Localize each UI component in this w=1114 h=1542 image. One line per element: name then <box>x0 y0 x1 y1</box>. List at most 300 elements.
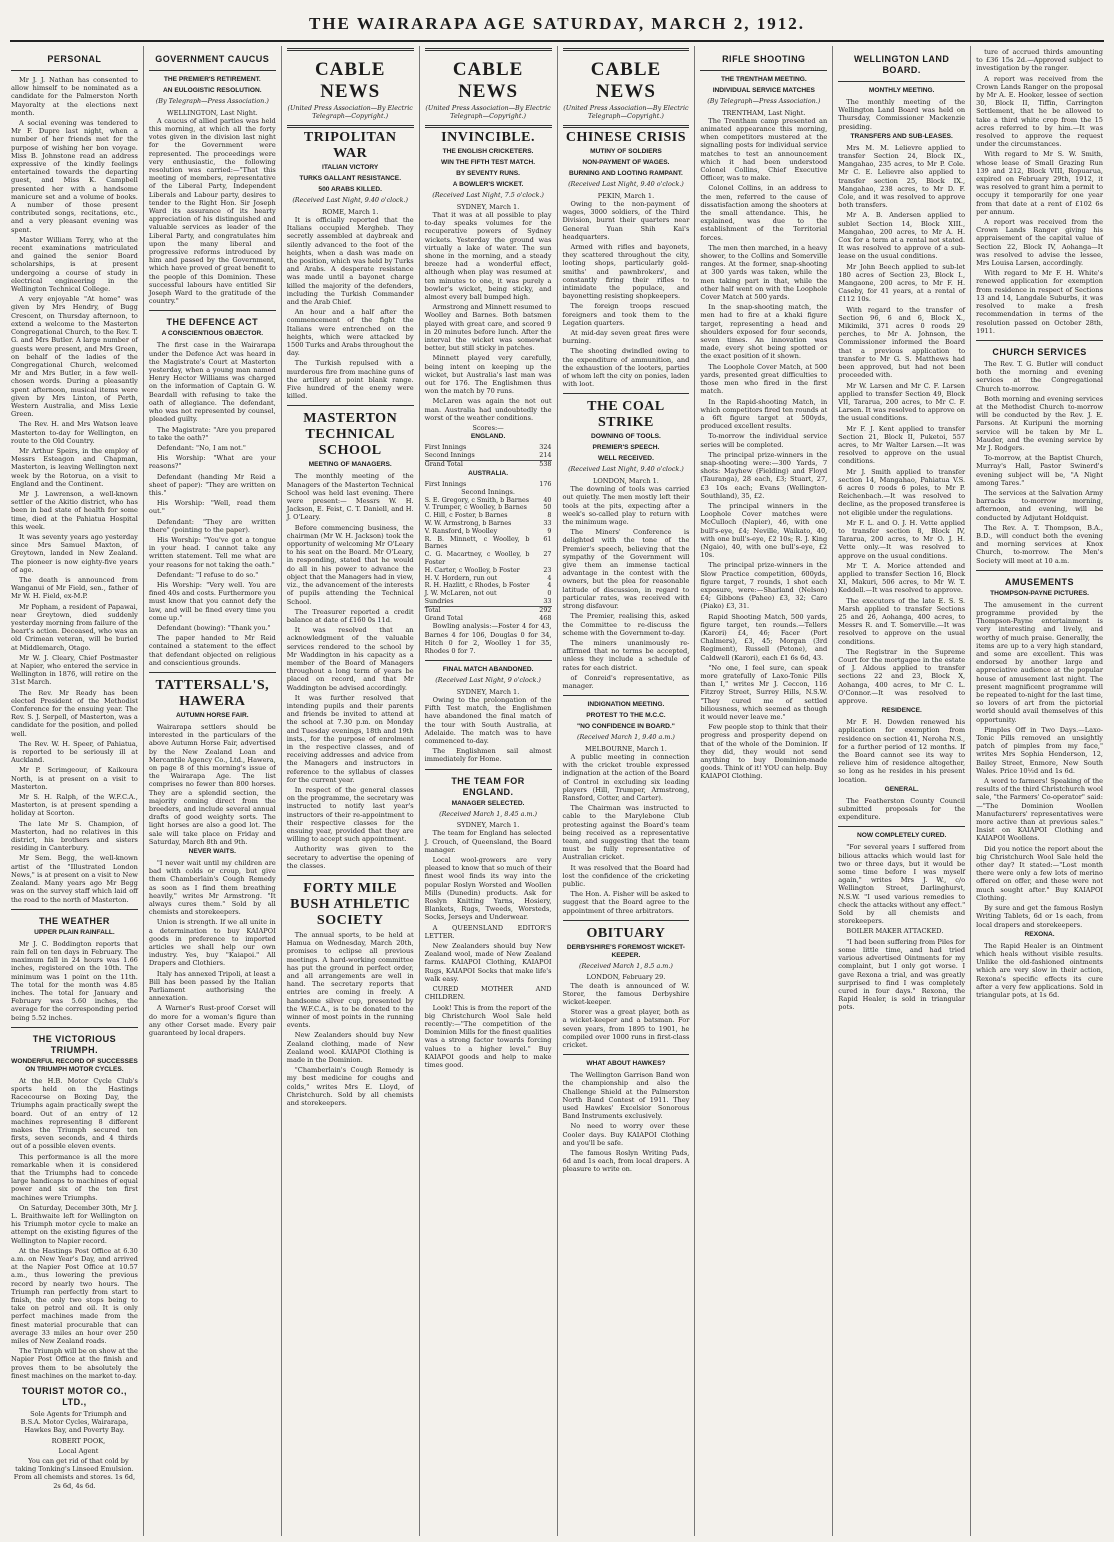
score-row <box>425 551 552 567</box>
coal-strike-received: (Received Last Night, 9.40 o'clock.) <box>568 465 684 474</box>
paragraph: The Triumph will be on show at the Napier Post Office at the finish and proves them to be absolutely the finest machines on the market to-day. <box>11 1347 138 1380</box>
column-7 <box>833 46 971 1536</box>
score-value: 0 <box>547 589 552 598</box>
paragraph: Colonel Collins, in an address to the men, referred to the cause of dissatisfaction among the shooters at the small attendance. This, he explained, was due to the establishment of the Territorial forces. <box>700 184 828 242</box>
indignation-body <box>563 753 690 915</box>
score-total-row <box>425 460 552 468</box>
paragraph: A Warner's Rust-proof Corset will do more for a woman's figure than any other Corset made. Every pair guaranteed by local drapers. <box>148 1004 276 1038</box>
score-label: First Innings <box>424 479 467 488</box>
paragraph: The famous Roslyn Writing Pads, 6d and 1s each, from local drapers. A pleasure to write on. <box>562 1149 690 1174</box>
score-label: H. Carter, c Woolley, b Foster <box>424 565 520 574</box>
score-value: 33 <box>543 597 552 606</box>
coal-strike-dateline: LONDON, March 1. <box>592 477 659 486</box>
triumph-heading: THE VICTORIOUS TRIUMPH. <box>32 1033 117 1055</box>
paragraph: The Rev. T. G. Butler will conduct both the morning and evening services at the Congregational Church to-morrow. <box>976 359 1103 393</box>
personal-body <box>11 76 138 904</box>
paragraph: The executors of the late E. S. S. Marsh applied to transfer Sections 25 and 26, Aohanga, 400 acres, to Messrs R. and T. Somerville.—It was resolved to approve on the usual conditions. <box>838 596 966 646</box>
paragraph: Defendant (bowing): "Thank you." <box>156 623 271 632</box>
paragraph: Mr F. H. Dowden renewed his application for exemption from residence on section 41, Neroha N.S., for a further period of 12 months. If the Board cannot see its way to relieve him of residence altogether, so long as he resides in his present location. <box>838 718 966 784</box>
paragraph: The shooting dwindled owing to the expenditure of ammunition, and the exhaustion of the looters, parties of whom left the city on ponies, laden with loot. <box>562 347 690 389</box>
cable-news-assoc: (United Press Association—By Electric Telegraph—Copyright.) <box>425 104 551 120</box>
cable-news-title: CABLE NEWS <box>314 59 386 102</box>
paragraph: It was further resolved that intending pupils and their parents and friends be invited to attend at the school at 7.30 p.m. on Monday and Tuesday evenings, 18th and 19th insts., for the purpose of enrolment in the respective classes, and of receiving addresses and advice from the Managers and instructors in reference to the syllabus of classes for the current year. <box>286 693 414 784</box>
paragraph: The annual sports, to be held at Hamua on Wednesday, March 20th, promises to eclipse all previous meetings. A hard-working committee has put the ground in perfect order, and all arrangements are well in hand. The secretary reports that entries are coming in freely. A handsome silver cup, presented by the W.F.C.A., is to be donated to the winner of most points in the running events. <box>286 931 414 1030</box>
paragraph: The first case in the Wairarapa under the Defence Act was heard in the Magistrate's Court at Masterton yesterday, when a young man named Henry Hector Williams was charged on the information of Captain G. W. Beardall with refusing to take the oath of allegiance. The defendant, who was not represented by counsel, pleaded guilty. <box>148 341 276 424</box>
paragraph: A caucus of allied parties was held this morning, at which all the forty votes given in the division last night for the Government were represented. The proceedings were very enthusiastic, the following resolution was carried:—"That this meeting of members, representative of the Liberal Party, Independent Liberals and Labour party, desires to tender to the Right Hon. Sir Joseph Ward its assurance of its hearty appreciation of his distinguished and valuable services as leader of the Liberal Party, and congratulates him upon the many liberal and progressive reforms introduced by him and passed by the Government, which have proved of great benefit to the people of this Dominion. These successful labours have entitled Sir Joseph Ward to the gratitude of the country." <box>148 116 276 306</box>
paragraph: Mr T. A. Morice attended and applied to transfer Section 16, Block XI, Makuri, 506 acres, to Mr W. T. Keddell.—It was resolved to approve. <box>838 561 966 595</box>
divider <box>838 826 965 827</box>
church-services-body <box>976 360 1103 565</box>
paragraph: Mr J. C. Boddington reports that rain fell on ten days in February. The maximum fall in 24 hours was 1.66 inches, registered on the 10th. The minimum was 1 point on the 11th. The total for the month was 4.85 inches. The total for January and February was 5.60 inches, the average for the corresponding period being 5.52 inches. <box>11 939 138 1022</box>
paragraph: BOILER MAKER ATTACKED. <box>846 927 944 936</box>
rifle-shooting-body <box>700 117 827 781</box>
paragraph: ROBERT POOK, <box>51 1436 106 1445</box>
paragraph: With regard to Mr F. H. White's renewed application for exemption from residence in respect of Sections 13 and 14, Langdale Suburbs, it was resolved to make a fresh recommendation in terms of the resolution passed on October 28th, 1911. <box>976 269 1103 335</box>
australia-first-innings <box>425 481 552 489</box>
score-label: C. G. Macartney, c Woolley, b Foster <box>424 550 530 567</box>
rexona-heading: REXONA. <box>1024 930 1055 938</box>
paragraph: The late Mr S. Champion, of Masterton, had no relatives in this district, his brothers and sisters residing in Canterbury. <box>11 819 138 853</box>
paragraph: The downing of tools was carried out quietly. The men mostly left their tools at the pits, expecting after a week's so-called play to return with the minimum wage. <box>562 485 690 527</box>
cable-news-title: CABLE NEWS <box>590 59 662 102</box>
paragraph: With regard to Mr S. W. Smith, whose lease of Small Grazing Run 139 and 212, Block VIII, Ropuarua, expired on February 29th, 1912, it was resolved to grant him a permit to occupy it temporarily for one year from that date at a rent of £102 6s per annum. <box>976 150 1103 216</box>
paragraph: The Englishmen sail almost immediately for Home. <box>424 747 552 764</box>
score-value: 40 <box>543 495 552 504</box>
paragraph: Storer was a great player, both as a wicket-keeper and a batsman. For seven years, from 1895 to 1901, he compiled over 1000 runs in first-class cricket. <box>562 1008 690 1049</box>
defence-heading: THE DEFENCE ACT <box>166 317 259 328</box>
hawkes-body <box>563 1071 690 1173</box>
england-score-table <box>425 444 552 468</box>
bowling-analysis: Bowling analysis:—Foster 4 for 43, Barnes 4 for 106, Douglas 0 for 34, Hitch 0 for 2, Woolley 1 for 35, Rhodes 0 for 7. <box>424 622 552 656</box>
tripolitan-dateline: ROME, March 1. <box>322 207 379 216</box>
land-board-subheading: MONTHLY MEETING. <box>868 87 935 94</box>
tattersalls-body <box>149 723 276 846</box>
paragraph: Local Agent <box>58 1446 99 1455</box>
obituary-received: (Received March 1, 8.5 a.m.) <box>578 961 673 970</box>
paragraph: CURED MOTHER AND CHILDREN. <box>424 985 552 1002</box>
hawkes-heading: WHAT ABOUT HAWKES? <box>586 1060 666 1068</box>
paragraph: Mr A. B. Andersen applied to sublet Section 14, Block XIII., Mangahao, 200 acres, to Mr A. H. Cox for a term at a rental not stated. It was resolved to approve of a sub-lease on the usual conditions. <box>838 211 966 261</box>
tripolitan-body <box>287 216 414 400</box>
paragraph: The Rev. W. H. Speer, of Pahiatua, is reported to be seriously ill at Auckland. <box>11 739 138 765</box>
divider <box>287 875 414 876</box>
paragraph: Defendant: "They are written there" (pointing to the paper). <box>148 517 276 534</box>
paragraph: Pimples Off in Two Days.—Laxo-Tonic Pills removed an unsightly patch of pimples from my face," writes Mrs Sophia Henderson, 12, Bailey Street, Enmore, New South Wales. Price 10½d and 1s 6d. <box>976 725 1103 775</box>
paragraph: This performance is all the more remarkable when it is considered that the Triumphs had to concede large handicaps to machines of equal power and six of the ten first machines were Triumphs. <box>11 1152 138 1202</box>
paragraph: Did you notice the report about the big Christchurch Wool Sale held the other day? It stated:—"Lost month there were only a few lots of merino offered on offer, and these were not much sought after." Buy KAIAPOI Clothing. <box>976 844 1103 902</box>
team-england-heading: THE TEAM FOR ENGLAND. <box>451 775 525 797</box>
never-waits-heading: NEVER WAITS. <box>188 848 236 856</box>
paragraph: The services at the Salvation Army barracks to-morrow morning, afternoon, and evening, will be conducted by Adjutant Holdquist. <box>976 488 1103 522</box>
divider <box>11 909 138 910</box>
paragraph: In respect of the general classes on the programme, the secretary was instructed to notify last year's instructors of their re-appointment to their respective classes for the ensuing year, provided that they are willing to accept such appointment. <box>286 785 414 844</box>
australia-score-table <box>425 497 552 615</box>
score-label: C. Hill, c Foster, b Barnes <box>424 511 508 520</box>
score-label: W. W. Armstrong, b Barnes <box>424 519 512 528</box>
column-8 <box>971 46 1108 1536</box>
cable-news-assoc: (United Press Association—By Electric Telegraph—Copyright.) <box>287 104 413 120</box>
divider <box>976 340 1103 341</box>
paragraph: An hour and a half after the commencement of the fight the Italians were entrenched on the heights, which were attacked by 1500 Turks and Arabs throughout the day. <box>286 308 414 358</box>
invincible-sub-2: WIN THE FIFTH TEST MATCH. <box>441 159 536 167</box>
paragraph: The monthly meeting of the Wellington Land Board was held on Thursday, Commissioner Mackenzie presiding. <box>838 98 966 131</box>
score-value: 9 <box>547 526 552 535</box>
paragraph: ture of accrued thirds amounting to £36 15s 2d.—Approved subject to investigation by the ranger. <box>976 48 1103 73</box>
team-england-subheading: MANAGER SELECTED. <box>451 799 525 807</box>
church-services-heading: CHURCH SERVICES <box>992 346 1087 357</box>
rifle-shooting-telegraph: (By Telegraph—Press Association.) <box>707 97 821 105</box>
indignation-received: (Received March 1, 9.40 a.m.) <box>576 733 675 742</box>
australia-grand-total <box>425 615 552 623</box>
cable-news-title: CABLE NEWS <box>452 59 524 102</box>
score-value: 292 <box>530 606 552 614</box>
technical-school-subheading: MEETING OF MANAGERS. <box>308 461 392 469</box>
score-value: 61 <box>543 534 552 543</box>
score-row <box>425 536 552 552</box>
score-row <box>425 615 552 623</box>
score-value: 8 <box>547 511 552 520</box>
divider <box>425 660 552 661</box>
invincible-body <box>425 211 552 422</box>
paragraph: The team for England has selected J. Crouch, of Queensland, the Board manager. <box>424 829 552 854</box>
chinese-crisis-dateline: PEKIN, March 1. <box>597 191 655 200</box>
score-label: Second Innings <box>424 451 475 460</box>
rifle-shooting-heading: RIFLE SHOOTING <box>722 54 806 64</box>
paragraph: The death is announced of W. Storer, the famous Derbyshire wicket-keeper. <box>562 981 690 1006</box>
divider <box>149 672 276 673</box>
weather-body <box>11 940 138 1022</box>
paragraph: Italy has annexed Tripoli, at least a Bill has been passed by the Italian Parliament authorising the annexation. <box>148 969 276 1003</box>
divider <box>287 405 414 406</box>
land-board-intro <box>838 98 965 131</box>
coal-strike-body <box>563 485 690 690</box>
masthead: THE WAIRARAPA AGE SATURDAY, MARCH 2, 1912. <box>10 6 1104 42</box>
paragraph: The Wellington Garrison Band won the championship and also the Challenge Shield at the Palmerston North Band Contest of 1911. They used Hawkes' Excelsior Sonorous Band Instruments exclusively. <box>562 1071 690 1121</box>
paragraph: The Rapid Healer is an Ointment which heals without visible results. Unlike the old-fashioned ointments which are very slow in their action, Rexona's specific effects its cure after a very few applications. Sold in triangular pots, at 1s 6d. <box>976 941 1103 999</box>
score-value: 4 <box>547 581 552 590</box>
team-england-body <box>425 829 552 1069</box>
cured-heading: NOW COMPLETELY CURED. <box>856 832 947 840</box>
paragraph: No need to worry over these Cooler days. Buy KAIAPOI Clothing and you'll be safe. <box>562 1122 690 1147</box>
indignation-dateline: MELBOURNE, March 1. <box>585 744 667 753</box>
paragraph: The Miners' Conference is delighted with the tone of the Premier's speech, believing that the sympathy of the Government will give them an immense tactical advantage in the contest with the owners, but the plea for reasonable latitude of discussion, in regard to particular rates, was received with strong disfavour. <box>562 528 690 611</box>
triumph-subheading: WONDERFUL RECORD OF SUCCESSES ON TRIUMPH MOTOR CYCLES. <box>11 1057 138 1073</box>
general-heading: GENERAL. <box>884 785 919 793</box>
amusements-subheading: THOMPSON-PAYNE PICTURES. <box>990 589 1090 597</box>
score-value: 538 <box>530 460 552 468</box>
divider <box>700 70 827 71</box>
paragraph: Master William Terry, who at the recent examinations matriculated and gained the senior Board scholarships, is at present undergoing a course of study in electrical engineering in the Wellington Technical College. <box>11 235 138 294</box>
paragraph: The Rev. H. and Mrs Watson leave Masterton to-day for Wellington, en route to the Old Country. <box>11 420 138 445</box>
chinese-crisis-sub-1: MUTINY OF SOLDIERS <box>590 148 662 156</box>
paragraph: Before commencing business, the chairman (Mr W. H. Jackson) took the opportunity of welcoming Mr O'Leary to his seat on the Board. Mr O'Leary, in responding, stated that he would do all in his power to advance the object that the Managers had in view, viz., the advancement of the interests of pupils attending the Technical School. <box>286 523 414 606</box>
caucus-subheading: THE PREMIER'S RETIREMENT. <box>163 76 261 83</box>
divider <box>563 1054 690 1055</box>
paragraph: The principal prize-winners in the Slow Practice competition, 600yds, figure target, 7 rounds, 1 shot each exposure, were:—Sharland (Nelson) £4; Gibbons (Paheo) £3, 32; Caro (Piako) £3, 31. <box>700 561 828 611</box>
paragraph: Look! This is from the report of the big Christchurch Wool Sale held recently:—"The competition of the Dominion Mills for the finest qualities was a strong factor towards forcing values to a higher level." Buy KAIAPOI goods and help to make times good. <box>424 1003 552 1069</box>
paragraph: Mr W. Larsen and Mr C. F. Larsen applied to transfer Section 49, Block VII, Tararua, 200 acres, to Mr C. F. Larsen. It was resolved to approve on the usual conditions. <box>838 381 966 423</box>
score-value: 468 <box>539 613 552 622</box>
divider <box>838 81 965 82</box>
paragraph: The amusement in the current programme provided by the Thompson-Payne entertainment is very interesting and lively, and worthy of much praise. Generally, the items are up to a very high standard, and some are excellent. This was endorsed by another large and appreciative audience at the popular house of amusement last night. The present magnificent programme will be repeated to-night for the last time, so lovers of art from the pictorial world should avail themselves of this opportunity. <box>976 600 1103 724</box>
divider <box>11 70 138 71</box>
paragraph: Mr P. Scrimgeour, of Kaikoura North, is at present on a visit to Masterton. <box>11 766 138 791</box>
personal-heading: PERSONAL <box>47 54 102 64</box>
scores-label: Scores:— <box>472 424 504 433</box>
paragraph: of Conreid's representative, as manager. <box>562 673 690 690</box>
final-match-body <box>425 696 552 764</box>
rexona-body <box>976 942 1103 999</box>
paragraph: The miners unanimously re-affirmed that no terms be accepted, unless they include a schedule of rates for each district. <box>562 638 690 672</box>
technical-school-body <box>287 472 414 870</box>
divider <box>563 695 690 696</box>
score-label: Sundries <box>424 597 454 606</box>
paragraph: New Zealanders should buy New Zealand clothing, made of New Zealand wool. KAIAPOI Clothing is made in the Dominion. <box>286 1031 414 1065</box>
land-board-continued <box>976 48 1103 335</box>
technical-school-heading: MASTERTON TECHNICAL SCHOOL <box>303 411 398 459</box>
invincible-dateline: SYDNEY, March 1. <box>456 202 520 211</box>
paragraph: It is officially reported that the Italians occupied Mergheb. They secretly assembled at daybreak and silently advanced to the foot of the heights, when a dash was made on the position, which was held by Turks and Arabs. A desperate resistance was made until a bayonet charge killed the majority of the defenders, including the Turkish Commander and the Arab Chief. <box>286 215 414 307</box>
indignation-sub-2: "NO CONFIDENCE IN BOARD." <box>577 723 675 731</box>
paragraph: Union is strength. If we all unite in a determination to buy KAIAPOI goods in preference to imported articles we shall help our own industry. Yes, buy "Kaiapoi." All Drapers and Clothiers. <box>148 918 276 968</box>
paragraph: Mrs M. M. Lelievre applied to transfer Section 24, Block IX., Mangahao, 235 acres, to Mr P. Cole. Mr C. E. Lelievre also applied to transfer section 25, Block IX., Mangahao, 238 acres, to Mr D. F. Cole, and it was resolved to approve both transfers. <box>838 143 966 210</box>
paragraph: It was seventy years ago yesterday since Mrs Samuel Maxton, of Greytown, landed in New Zealand. The pioneer is now eighty-five years of age. <box>11 532 138 574</box>
paragraph: In the Rapid-shooting Match, in which competitors fired ten rounds at a 6ft figure target at 500yds, produced excellent results. <box>700 397 828 431</box>
score-value: 214 <box>539 451 552 460</box>
tripolitan-sub-2: TURKS GALLANT RESISTANCE. <box>299 175 402 183</box>
amusements-heading: AMUSEMENTS <box>1005 576 1075 587</box>
column-2 <box>144 46 282 1536</box>
chinese-crisis-received: (Received Last Night, 9.40 o'clock.) <box>568 180 684 189</box>
divider <box>563 393 690 394</box>
australia-second-innings-title: Second Innings. <box>461 488 515 497</box>
coal-strike-heading: THE COAL STRIKE <box>587 399 665 431</box>
tourist-motor-ad-body <box>11 1410 138 1490</box>
obituary-heading: OBITUARY <box>586 925 666 941</box>
paragraph: Defendant: "No, I am not." <box>156 443 246 452</box>
caucus-dateline: WELLINGTON, Last Night. <box>166 108 258 117</box>
score-label: First Innings <box>424 443 467 452</box>
paragraph: "For several years I suffered from bilious attacks which would last for two or three days, but it would be some time before I was myself again," writes Mrs J. W., c/o Wellington Street, Darlinghurst, N.S.W. "I used various remedies to check the attacks without any effect." Sold by all chemists and storekeepers. <box>838 843 966 926</box>
invincible-heading: INVINCIBLE. <box>441 130 535 146</box>
england-score-title: ENGLAND. <box>470 433 506 441</box>
tattersalls-heading: TATTERSALL'S, HAWERA <box>155 677 270 709</box>
score-label: H. V. Hordern, run out <box>424 573 498 582</box>
paragraph: McLaren was again the not out man. Australia had undoubtedly the worst of the weather conditions. <box>424 397 552 422</box>
obituary-subheading: DERBYSHIRE'S FOREMOST WICKET-KEEPER. <box>566 943 685 959</box>
paragraph: You can get rid of that cold by taking Tonking's Linseed Emulsion. From all chemists and stores. 1s 6d, 2s 6d, 4s 6d. <box>13 1457 136 1490</box>
caucus-telegraph: (By Telegraph—Press Association.) <box>155 97 269 105</box>
paragraph: A word to farmers! Speaking of the results of the third Christchurch wool sale, "the Farmers' Co-operator" said:—"The Dominion Woollen Manufacturers' representatives were more active than at previous sales." Insist on KAIAPOI Clothing and KAIAPOI Woollens. <box>976 777 1103 843</box>
indignation-sub-1: PROTEST TO THE M.C.C. <box>586 712 666 720</box>
final-match-heading: FINAL MATCH ABANDONED. <box>442 666 534 674</box>
invincible-sub-1: THE ENGLISH CRICKETERS. <box>442 148 534 156</box>
paragraph: The Magistrate: "Are you prepared to take the oath?" <box>148 425 276 442</box>
paragraph: Mr Popham, a resident of Papawai, near Greytown, died suddenly yesterday morning from failure of the heart's action. Deceased, who was an old Crimean veteran, will be buried at Middlemarch, Otago. <box>11 602 138 652</box>
score-value: 23 <box>543 565 552 574</box>
paragraph: The paper handed to Mr Reid contained a statement to the effect that defendant objected on religious and conscientious grounds. <box>148 634 276 667</box>
paragraph: The Registrar in the Supreme Court for the mortgagee in the estate of J. Aldous applied to transfer sections 22 and 23, Block X, Aohanga, 400 acres, to Mr C. L. O'Connor.—It was resolved to approve. <box>838 647 966 706</box>
paragraph: In the snap-shooting match, the men had to fire at a khaki figure target, representing a head and shoulders exposed for four seconds, seven times. An innovation was made, every shot being spotted or the exact position of it shown. <box>700 303 828 361</box>
paragraph: The Treasurer reported a credit balance at date of £160 0s 11d. <box>286 607 414 624</box>
chinese-crisis-heading: CHINESE CRISIS <box>565 130 687 146</box>
cable-news-banner <box>425 48 552 128</box>
paragraph: Minnett played very carefully, being intent on keeping up the wicket, but Australia's last man was out for 176. The Englishmen thus won the match by 70 runs. <box>424 354 552 396</box>
paragraph: "I had been suffering from Piles for some little time, and had tried various advertised Ointments for my complaint, but I only got worse. I gave Rexona a trial, and was greatly surprised to find I was completely cured in four days." Rexona, the Rapid Healer, is sold in triangular pots. <box>838 937 966 1012</box>
athletic-society-heading: FORTY MILE BUSH ATHLETIC SOCIETY <box>290 881 411 928</box>
score-value: 27 <box>543 550 552 559</box>
paragraph: Mr F. L. and O. J. H. Vette applied to transfer section 8, Block IV, Tararua, 200 acres, to Mr O. J. H. Vette only.—It was resolved to approve on the usual conditions. <box>838 518 966 560</box>
paragraph: A social evening was tendered to Mr F. Dupre last night, when a number of her friends met for the purpose of wishing her bon voyage. Miss B. Johnstone read an address expressive of the kindly feelings entertained towards the departing guest, and Miss K. Campbell presented her with a handsome manicure set and a volume of books. A number of those present contributed songs, recitations, etc., and a very pleasant evening was spent. <box>11 119 138 234</box>
paragraph: The death is announced from Wanganui of Mr Field, sen., father of Mr W. H. Field, ex-M.P. <box>11 575 138 601</box>
cable-news-banner <box>563 48 690 128</box>
paragraph: The Chairman was instructed to cable to the Marylebone Club protesting against the Board's team being received as a representative team, and suggesting that the team must be fully representative of Australian cricket. <box>562 804 690 862</box>
tripolitan-heading: TRIPOLITAN WAR <box>303 130 397 162</box>
score-row <box>425 481 552 489</box>
paragraph: It was resolved that the Board had lost the confidence of the cricketing public. <box>562 863 690 888</box>
paragraph: His Worship: "Well, read them out." <box>148 499 276 516</box>
paragraph: "Chamberlain's Cough Remedy is my best medicine for coughs and colds," writes Mrs E. Lloyd, of Christchurch. Sold by all chemists and storekeepers. <box>286 1066 414 1108</box>
cured-body <box>838 843 965 1011</box>
land-board-heading: WELLINGTON LAND BOARD. <box>854 54 950 75</box>
rifle-shooting-dateline: TRENTHAM, Last Night. <box>722 108 806 117</box>
paragraph: Sole Agents for Triumph and B.S.A. Motor Cycles, Wairarapa, Hawkes Bay, and Poverty Bay. <box>20 1410 129 1435</box>
column-5 <box>558 46 696 1536</box>
caucus-heading: GOVERNMENT CAUCUS <box>155 54 270 64</box>
paragraph: Mr John Beech applied to sub-let 180 acres of Section 23, Block I., Mangaone, 200 acres, to Mr F. H. Caseby, for 41 years, at a rental of £112 10s. <box>838 262 966 304</box>
column-1 <box>6 46 144 1536</box>
tripolitan-received: (Received Last Night, 9.40 o'clock.) <box>292 196 409 205</box>
cable-news-banner <box>287 48 414 128</box>
transfers-body <box>838 144 965 705</box>
paragraph: The Premier, realising this, asked the Committee to re-discuss the scheme with the Government to-day. <box>562 612 690 637</box>
tattersalls-subheading: AUTUMN HORSE FAIR. <box>176 711 249 719</box>
divider <box>976 570 1103 571</box>
paragraph: It was resolved that an acknowledgment of the valuable services rendered to the school by Mr Waddington in his capacity as a member of the Board of Managers throughout a long term of years be placed on record, and that Mr Waddington be advised accordingly. <box>286 626 414 692</box>
score-row <box>425 598 552 606</box>
paragraph: His Worship: "What are your reasons?" <box>148 454 276 471</box>
score-label: Total <box>425 606 530 614</box>
score-label: S. E. Gregory, c Smith, b Barnes <box>424 495 530 504</box>
paragraph: Mr Sem. Begg, the well-known artist of the "Illustrated London News," is at present on a visit to New Zealand. Many years ago Mr Begg was on the survey staff which laid off the road to the north of Masterton. <box>11 854 138 904</box>
paragraph: At the H.B. Motor Cycle Club's sports held on the Hastings Racecourse on Boxing Day, the Triumphs again practically swept the board. Out of an entry of 12 machines representing 8 different makes the Triumph secured ten firsts, seven seconds, and 4 thirds out of a possible eleven events. <box>11 1076 138 1151</box>
column-6 <box>695 46 833 1536</box>
paragraph: The principal winners in the Loophole Cover matches were McCulloch (Napier), 46, with one bull's-eye, £4; Neville, Waikato, 40, with one bull's-eye, £2 10s; R. J. King (Ngaio), 40, with one bull's-eye, £2 10s. <box>700 501 828 560</box>
never-waits-body <box>149 859 276 1037</box>
triumph-body <box>11 1077 138 1380</box>
paragraph: The Hon. A. Fisher will be asked to suggest that the Board agree to the appointment of three arbitrators. <box>562 890 690 915</box>
score-value: 4 <box>547 573 552 582</box>
paragraph: His Worship: "You've got a tongue in your head. I cannot take any written statement. Tell me what are your reasons for not taking the oath." <box>148 535 276 569</box>
paragraph: Mr Arthur Speirs, in the employ of Messrs Esteagon and Chapman, Masterton, is leaving Wellington next week by the Rotorua, on a visit to England and the Continent. <box>11 446 138 488</box>
paragraph: Mr F. J. Kent applied to transfer Section 21, Block II, Puketoi, 557 acres, to Mr Walter Larsen.—It was resolved to approve on the usual conditions. <box>838 424 966 466</box>
chinese-crisis-body <box>563 200 690 388</box>
score-label: R. H. Hazlitt, c Rhodes, b Foster <box>424 581 530 590</box>
divider <box>149 70 276 71</box>
paragraph: Mr J. Lawrenson, a well-known settler of the Akitio district, who has been in bad state of health for some time, died at the Pahiatua Hospital this week. <box>11 489 138 531</box>
coal-strike-sub-3: WELL RECEIVED. <box>597 455 654 463</box>
defence-subheading: A CONSCIENTIOUS OBJECTOR. <box>161 330 264 338</box>
general-body <box>838 797 965 822</box>
weather-subheading: UPPER PLAIN RAINFALL. <box>34 928 115 936</box>
paragraph: Rapid Shooting Match, 500 yards, figure target, ten rounds.—Tellers (Karori) £4, 46; Facer (Port Chalmers), £3, 45; Morgan (3rd Regiment), Russell (Petone), and Caldwell (Karori), each £1 6s 6d, 43. <box>700 612 828 662</box>
chinese-crisis-sub-2: NON-PAYMENT OF WAGES. <box>582 159 670 167</box>
paragraph: On Saturday, December 30th, Mr J. L. Braithwaite left for Wellington on his Triumph motor cycle to make an attempt on the existing figures of the Wellington to Napier record. <box>11 1203 138 1245</box>
paragraph: Mr S. H. Ralph, of the W.F.C.A., Masterton, is at present spending a holiday at Scorton. <box>11 793 138 818</box>
obituary-dateline: LONDON, February 29. <box>586 973 666 982</box>
paragraph: Local wool-growers are very pleased to know that so much of their finest wool finds its way into the popular Roslyn Worsted and Woollen Mills (Dunedin) products. Ask for Roslyn Knitting Yarns, Hosiery, Blankets, Rugs, Tweeds, Worsteds, Socks, Jerseys and Underwear. <box>424 856 552 922</box>
score-value: 176 <box>539 479 552 488</box>
score-value: 324 <box>539 443 552 452</box>
paragraph: The monthly meeting of the Managers of the Masterton Technical School was held last evening. There were present:— Messrs W. H. Jackson, E. Feist, C. T. Daniell, and H. J. O'Leary. <box>286 472 414 522</box>
rifle-shooting-sub-1: THE TRENTHAM MEETING. <box>720 76 807 83</box>
paragraph: Authority was given to the secretary to advertise the opening of the classes. <box>286 845 414 870</box>
final-match-received: (Received Last Night, 9 o'clock.) <box>435 676 541 685</box>
paragraph: The principal prize-winners in the snap-shooting were:—300 Yards, 7 shots: Mayhew (Fielding) and Floyd (Tauranga), 28 each, £3; Stuart, 27, £3 10s each; Evans (Wellington-Southland), 35, £2. <box>700 450 828 500</box>
rifle-shooting-sub-2: INDIVIDUAL SERVICE MATCHES <box>712 87 815 94</box>
paragraph: A very enjoyable "At home" was given by Mrs Hendry, of Bugg Crescent, on Thursday afternoon, to extend a welcome to the Masterton Congregational Church, to the Rev. T. G. and Mrs Butler. A large number of guests were present, and Mrs Green, on behalf of the ladies of the Congregational Church, welcomed Mr and Mrs Butler, in a few well-chosen words. During a pleasantly spent afternoon, musical items were given by Mrs Linton, of Perth, Western Australia, and Miss Lexie Green. <box>11 295 138 419</box>
score-label: J. W. McLaren, not out <box>424 589 497 598</box>
paragraph: To-morrow the individual service series will be completed. <box>700 432 828 449</box>
score-label: V. Trumper, c Woolley, b Barnes <box>424 503 527 512</box>
paragraph: Few people stop to think that their progress and prosperity depend on that of the whole of the Dominion. If they did, they would not send anything to buy Dominion-made goods. Think of it! YOU can help. Buy KAIAPOI Clothing. <box>700 723 828 781</box>
divider <box>563 920 690 921</box>
paragraph: "I never wait until my children are bad with colds or croup, but give them Chamberlain's Cough Remedy as soon as I find them breathing heavily," writes Mr Armstrong. "It always cures them." Sold by all chemists and storekeepers. <box>148 859 276 917</box>
score-label: Grand Total <box>424 613 463 622</box>
paragraph: Both morning and evening services at the Methodist Church to-morrow will be conducted by the Rev. J. E. Parsons. At Kuripuni the morning service will be taken by Mr L. Mauder, and the evening service by Mr J. Rodgers. <box>976 394 1103 452</box>
indignation-heading: INDIGNATION MEETING. <box>587 701 665 709</box>
transfers-heading: TRANSFERS AND SUB-LEASES. <box>850 132 953 140</box>
score-value: 33 <box>543 519 552 528</box>
paragraph: At the Hastings Post Office at 6.30 a.m. on New Year's Day, and arrived at the Napier Post Office at 10.57 a.m., thus lowering the previous record by nearly two hours. The Triumph ran perfectly from start to finish, the only two stops being to take on petrol and oil. It is only perfect machines made from the finest material procurable that can average 33 miles an hour over 250 miles of New Zealand roads. <box>11 1246 138 1346</box>
paragraph: Owing to the prolongation of the Fifth Test match, the Englishmen have abandoned the final match of the tour with South Australia, at Adelaide. The match was to have commenced to-day. <box>424 696 552 746</box>
tripolitan-sub-1: ITALIAN VICTORY <box>322 164 379 172</box>
paragraph: Owing to the non-payment of wages, 3000 soldiers, of the Third Division, burnt their quarters near General Yuan Shih Kai's headquarters. <box>562 199 690 241</box>
paragraph: By sure and get the famous Roslyn Writing Tablets, 6d or 1s each, from local drapers and storekeepers. <box>976 904 1103 929</box>
tripolitan-sub-3: 500 ARABS KILLED. <box>318 186 382 194</box>
coal-strike-sub-1: DOWNING OF TOOLS. <box>591 433 661 441</box>
divider <box>11 1027 138 1028</box>
paragraph: With regard to the transfer of Section 96, 6 and 6, Block X., Mikimiki, 371 acres 0 roods 29 perches, to Mr A. Johnson, the Commissioner informed the Board that a previous application to transfer to Mr G. S. Matthews had been approved, but had not been proceeded with. <box>838 305 966 380</box>
paragraph: Mr W. J. Cleary, Chief Postmaster at Napier, who entered the service in Wellington in 1876, will retire on the 31st March. <box>11 653 138 687</box>
paragraph: Mr J. J. Nathan has consented to allow himself to be nominated as a candidate for the Palmerston North Mayoralty at the elections next month. <box>11 76 138 117</box>
coal-strike-sub-2: PREMIER'S SPEECH. <box>592 444 660 452</box>
team-england-dateline: SYDNEY, March 1. <box>456 821 520 830</box>
paragraph: The Featherston County Council submitted proposals for the expenditure. <box>838 796 966 822</box>
divider <box>149 310 276 311</box>
paragraph: That it was at all possible to play to-day speaks volumes for the recuperative powers of Sydney wickets. Yesterday the ground was virtually a lake of water. The sun shone in the morning, and a steady breeze had a wonderful effect, although when play was resumed at ten minutes to one, it was purely a bowler's wicket, being sticky, and almost every ball bumped high. <box>424 210 552 302</box>
tourist-motor-ad-title: TOURIST MOTOR CO., LTD., <box>21 1386 128 1408</box>
team-england-received: (Received March 1, 8.45 a.m.) <box>439 809 538 818</box>
paragraph: Armstrong and Minnett resumed to Woolley and Barnes. Both batsmen played with great care, and scored 9 in 20 minutes before lunch. After the interval the wicket was somewhat better, but still sticky in patches. <box>424 303 552 353</box>
invincible-received: (Received Last Night, 7.5 o'clock.) <box>432 191 544 200</box>
paragraph: The Trentham camp presented an animated appearance this morning, when competitors mustered at the signalling posts for individual service matches to test an announcement which it had been understood Colonel Collins, Chief Executive Officer, was to make. <box>700 116 828 183</box>
paragraph: Defendant: "I refuse to do so." <box>156 570 259 579</box>
paragraph: Defendant (handing Mr Reid a sheet of paper): "They are written on this." <box>148 472 276 497</box>
score-label: Grand Total <box>425 460 530 468</box>
paragraph: At mid-day seven great fires were burning. <box>562 329 690 346</box>
paragraph: The Rev. A. T. Thompson, B.A., B.D., will conduct both the evening and morning services at Knox Church, to-morrow. The Men's Society will meet at 10 a.m. <box>976 523 1103 565</box>
paragraph: A report was received from the Crown Lands Ranger giving his appraisement of the capital value of Section 22, Block IV, Aohanga—It was resolved to advise the lessee, Mrs Louisa Larsen, accordingly. <box>976 218 1103 268</box>
caucus-subheading-2: AN EULOGISTIC RESOLUTION. <box>163 87 262 94</box>
residence-body <box>838 718 965 784</box>
score-label: R. B. Minnett, c Woolley, b Barnes <box>424 534 530 551</box>
score-label: V. Ransford, b Woolley <box>424 526 498 535</box>
paragraph: The Turkish repulsed with a murderous fire from machine guns of the artillery at point blank range. Five hundred of the enemy were killed. <box>286 359 414 401</box>
caucus-body <box>149 117 276 306</box>
columns <box>6 46 1108 1536</box>
invincible-sub-4: A BOWLER'S WICKET. <box>452 181 524 189</box>
